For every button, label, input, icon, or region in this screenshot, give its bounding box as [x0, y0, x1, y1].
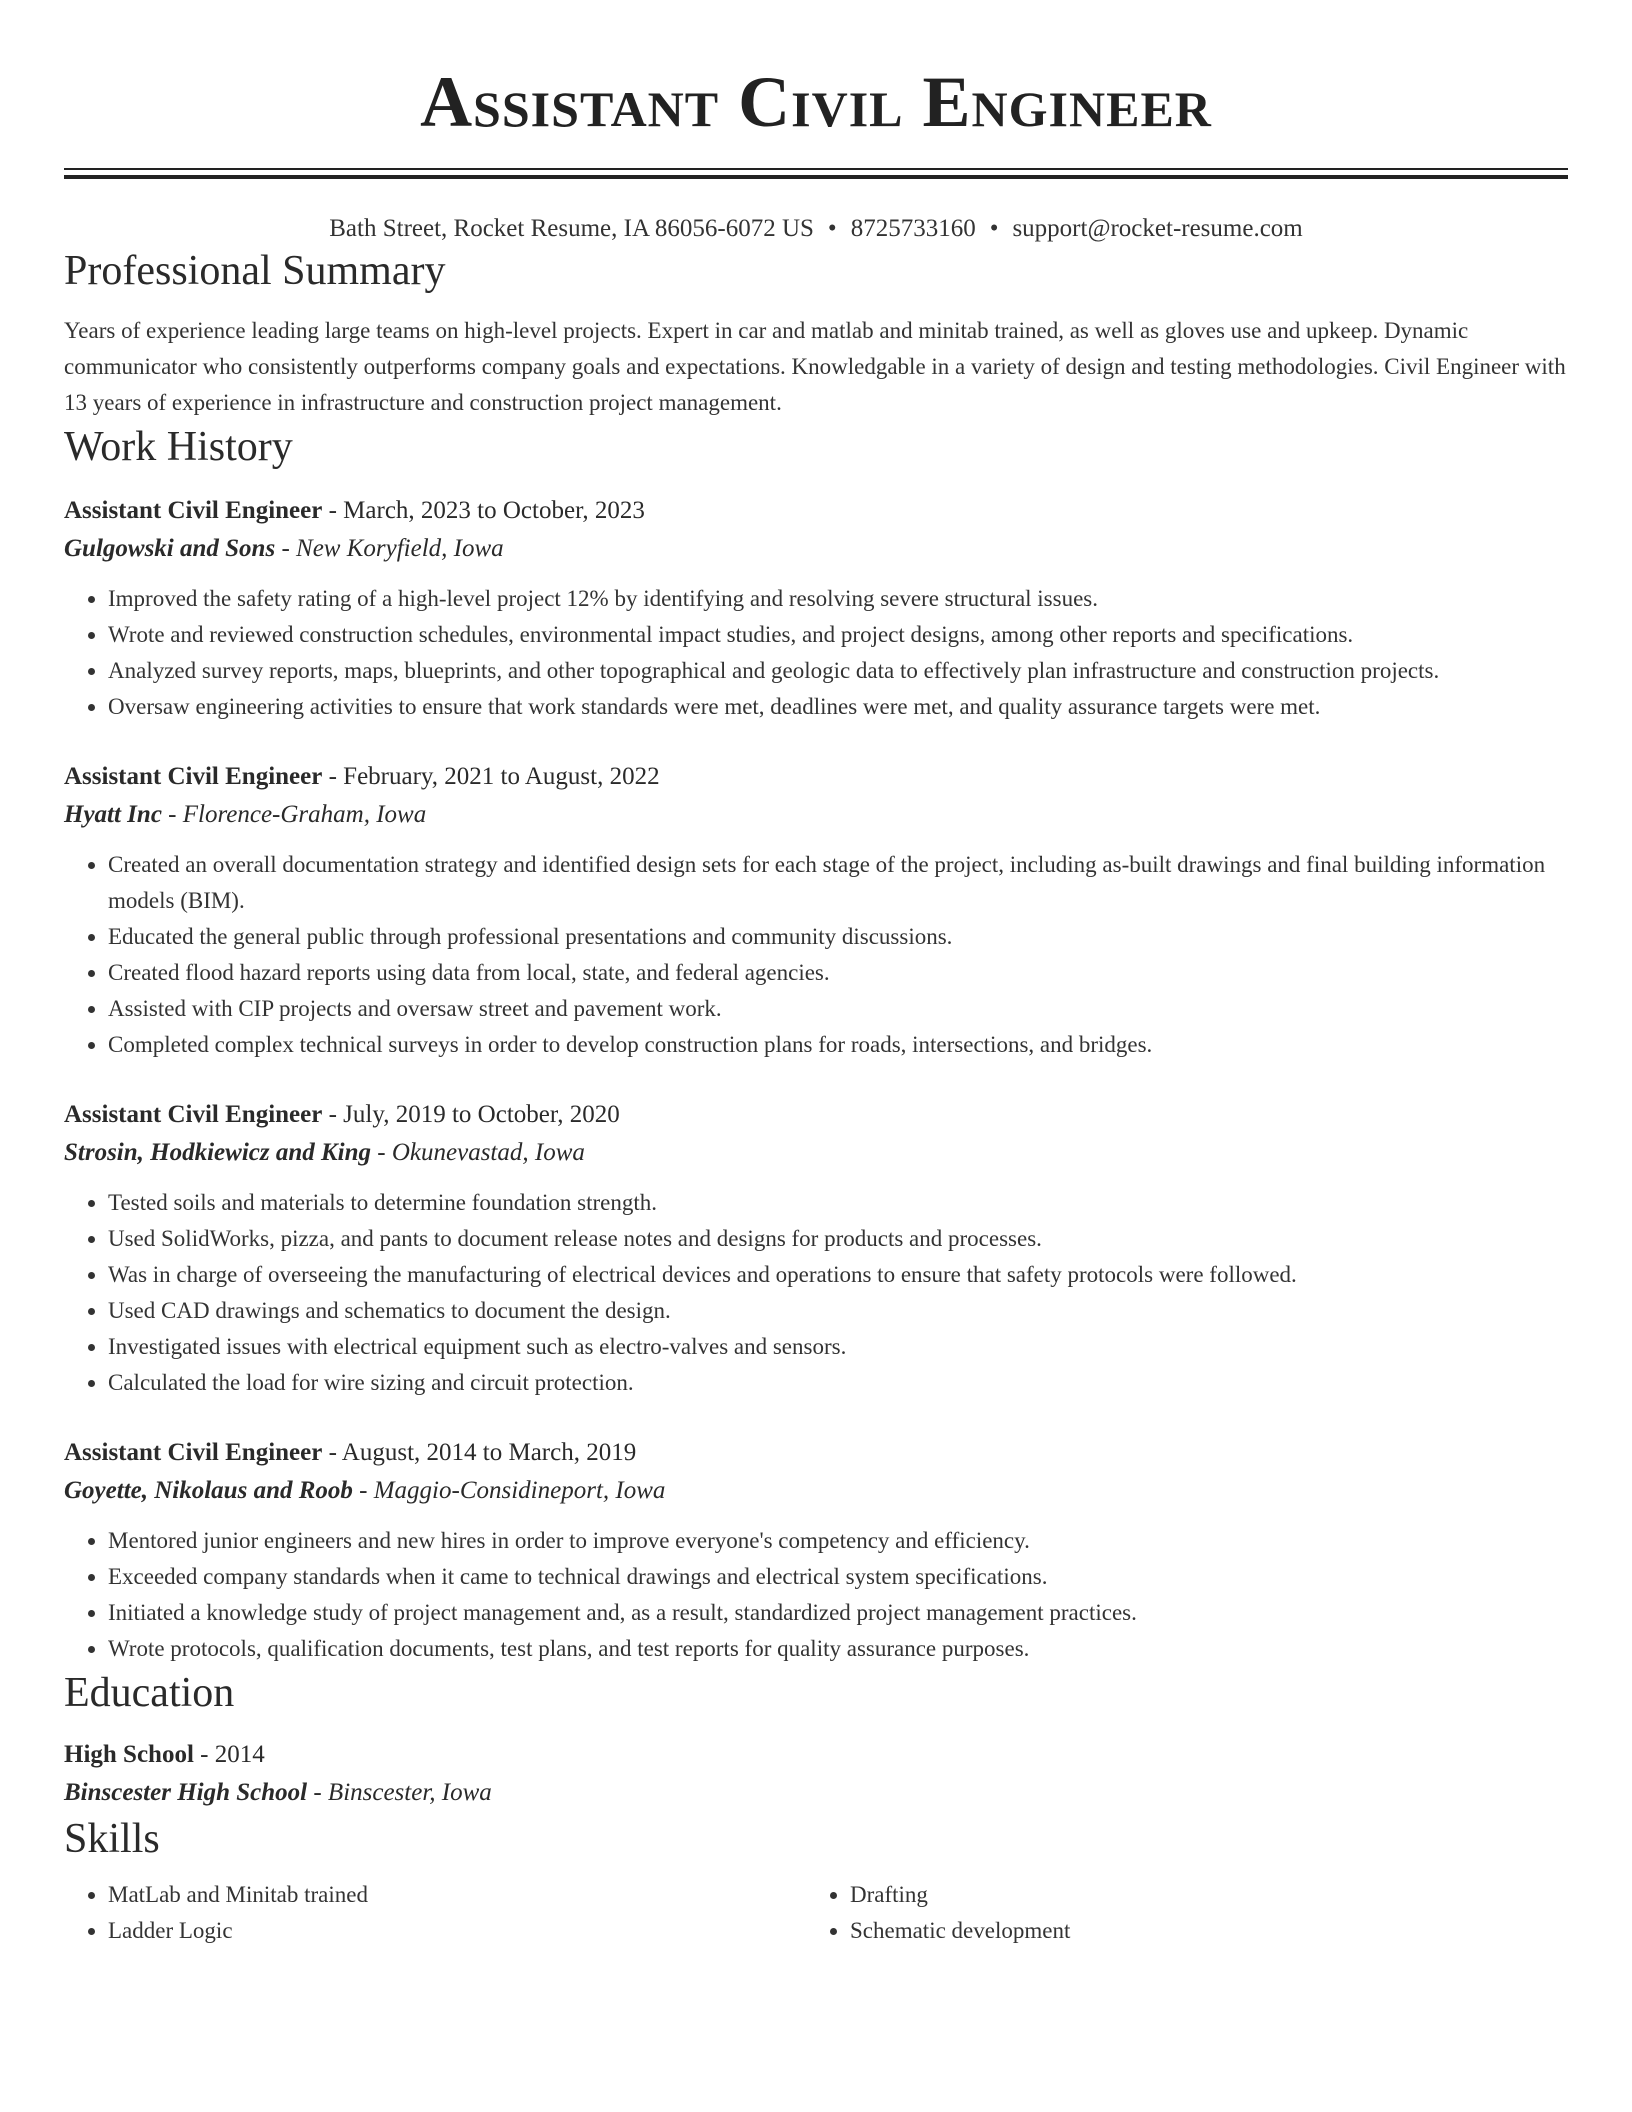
list-item: • Used CAD drawings and schematics to document the design.: [108, 1293, 1568, 1329]
job-entry: [64, 493, 1568, 725]
job-entry: [64, 1097, 1568, 1401]
list-item: • Calculated the load for wire sizing and circuit protection.: [108, 1365, 1568, 1401]
job-entry: [64, 1435, 1568, 1667]
degree-name: High School: [64, 1741, 194, 1768]
school-name: Binscester High School: [64, 1779, 308, 1806]
list-item: • Tested soils and materials to determine foundation strength.: [108, 1185, 1568, 1221]
employer-name: Strosin, Hodkiewicz and King: [64, 1139, 372, 1166]
list-item: • Created flood hazard reports using data from local, state, and federal agencies.: [108, 955, 1568, 991]
job-title: Assistant Civil Engineer: [64, 1439, 323, 1466]
section-heading-education: Education: [64, 1670, 235, 1716]
list-item: • Used SolidWorks, pizza, and pants to document release notes and designs for products and processes.: [108, 1221, 1568, 1257]
skill-item: • MatLab and Minitab trained: [108, 1877, 806, 1913]
school-line: [64, 1773, 1568, 1813]
section-heading-work-history: Work History: [64, 424, 293, 470]
degree-line: [64, 1737, 1568, 1773]
title-double-rule: [64, 168, 1568, 179]
graduation-year: - 2014: [193, 1741, 265, 1768]
employer-location: - Maggio-Considineport, Iowa: [352, 1477, 666, 1504]
job-title: Assistant Civil Engineer: [64, 763, 323, 790]
section-heading-summary: Professional Summary: [64, 248, 446, 294]
job-bullets: [64, 581, 1568, 725]
list-item: • Exceeded company standards when it came to technical drawings and electrical system specifications.: [108, 1559, 1568, 1595]
contact-email: support@rocket-resume.com: [1012, 215, 1303, 242]
job-title-line: [64, 1435, 1568, 1471]
list-item: • Oversaw engineering activities to ensure that work standards were met, deadlines were met, and quality assurance targets were met.: [108, 689, 1568, 725]
job-bullets: [64, 1523, 1568, 1667]
contact-separator: •: [989, 215, 999, 242]
employer-line: [64, 795, 1568, 835]
job-bullets: [64, 847, 1568, 1063]
skill-item: • Schematic development: [850, 1913, 1548, 1949]
list-item: • Completed complex technical surveys in order to develop construction plans for roads, intersections, and bridges.: [108, 1027, 1568, 1063]
list-item: • Mentored junior engineers and new hires in order to improve everyone's competency and efficiency.: [108, 1523, 1568, 1559]
skills-column-right: [806, 1877, 1548, 1949]
job-title-line: [64, 493, 1568, 529]
contact-line: [64, 213, 1568, 245]
job-title: Assistant Civil Engineer: [64, 497, 323, 524]
job-bullets: [64, 1185, 1568, 1401]
list-item: • Initiated a knowledge study of project management and, as a result, standardized project management practices.: [108, 1595, 1568, 1631]
employer-name: Hyatt Inc: [64, 801, 162, 828]
job-entry: [64, 759, 1568, 1063]
list-item: • Created an overall documentation strategy and identified design sets for each stage of the project, including as-built drawings and final building information models (BIM).: [108, 847, 1568, 919]
list-item: • Wrote protocols, qualification documents, test plans, and test reports for quality assurance purposes.: [108, 1631, 1568, 1667]
resume-page: [64, 0, 1568, 1949]
page-title: Assistant Civil Engineer: [420, 62, 1212, 142]
job-dates: - February, 2021 to August, 2022: [322, 763, 660, 790]
employer-line: [64, 1471, 1568, 1511]
skill-item: • Drafting: [850, 1877, 1548, 1913]
job-dates: - March, 2023 to October, 2023: [322, 497, 645, 524]
employer-line: [64, 529, 1568, 569]
contact-phone: 8725733160: [850, 215, 976, 242]
school-location: - Binscester, Iowa: [307, 1779, 492, 1806]
section-heading-skills: Skills: [64, 1816, 160, 1862]
employer-line: [64, 1133, 1568, 1173]
list-item: • Analyzed survey reports, maps, blueprints, and other topographical and geologic data to effectively plan infrastructure and construction projects.: [108, 653, 1568, 689]
employer-name: Gulgowski and Sons: [64, 535, 276, 562]
job-title: Assistant Civil Engineer: [64, 1101, 323, 1128]
list-item: • Improved the safety rating of a high-level project 12% by identifying and resolving severe structural issues.: [108, 581, 1568, 617]
skills-column-left: [64, 1877, 806, 1949]
job-title-line: [64, 759, 1568, 795]
employer-location: - New Koryfield, Iowa: [275, 535, 504, 562]
employer-location: - Okunevastad, Iowa: [371, 1139, 585, 1166]
employer-location: - Florence-Graham, Iowa: [161, 801, 427, 828]
job-title-line: [64, 1097, 1568, 1133]
contact-separator: •: [827, 215, 837, 242]
skills-grid: [64, 1877, 1568, 1949]
list-item: • Assisted with CIP projects and oversaw street and pavement work.: [108, 991, 1568, 1027]
job-dates: - July, 2019 to October, 2020: [322, 1101, 620, 1128]
skill-item: • Ladder Logic: [108, 1913, 806, 1949]
list-item: • Educated the general public through professional presentations and community discussions.: [108, 919, 1568, 955]
employer-name: Goyette, Nikolaus and Roob: [64, 1477, 353, 1504]
list-item: • Wrote and reviewed construction schedules, environmental impact studies, and project designs, among other reports and specifications.: [108, 617, 1568, 653]
summary-text: Years of experience leading large teams on high-level projects. Expert in car and matlab and minitab trained, as well as gloves use and upkeep. Dynamic communicator who consistently outperforms company goals and expectations. Knowledgable in a variety of design and testing methodologies. Civil Engineer with 13 years of experience in infrastructure and construction project management.: [64, 318, 1566, 415]
contact-address: Bath Street, Rocket Resume, IA 86056-6072 US: [329, 215, 814, 242]
education-entry: [64, 1737, 1568, 1813]
list-item: • Investigated issues with electrical equipment such as electro-valves and sensors.: [108, 1329, 1568, 1365]
job-dates: - August, 2014 to March, 2019: [322, 1439, 637, 1466]
list-item: • Was in charge of overseeing the manufacturing of electrical devices and operations to ensure that safety protocols were followed.: [108, 1257, 1568, 1293]
